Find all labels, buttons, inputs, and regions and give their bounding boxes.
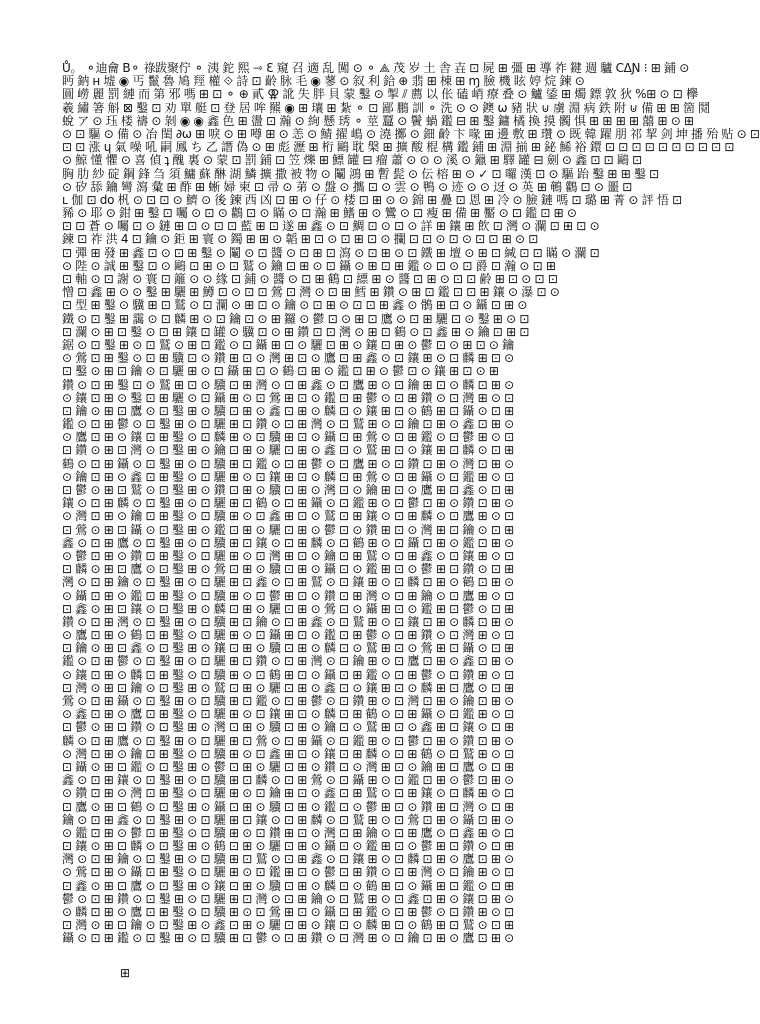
text-line: 鑷 ⊙ ⊡ ⊞ 鑑 ⊙ ⊡ 鑿 ⊞ ⊙ ⊡ 驥 ⊞ ⊡ 鬱 ⊙ ⊡ ⊞ 鑽 ⊙ ⊡ 灣 ⊞ ⊙ ⊡ 鑰 ⊡ ⊞ ⊙ 鷹 ⊡ ⊞ ⊙ [62, 931, 514, 946]
text-line: ⊙ 鑽 ⊡ ⊞ ⊙ 灣 ⊡ ⊞ 鑿 ⊙ ⊡ 驪 ⊞ ⊙ ⊡ 鑰 ⊞ ⊡ ⊙ 鑫 ⊡ ⊞ 鷲 ⊙ ⊡ ⊞ 鑲 ⊙ ⊡ 麟 ⊞ ⊙ ⊡ [62, 786, 514, 801]
text-line: 鍊 ⊡ 祚 洪 4 ⊡ 鑰 ⊙ 鉅 ⊞ 寰 ⊙ 鐲 ⊞ ⊞ ⊙ 韜 ⊞ ⊡ ⊙ ⊡ ⊞ ⊡ ⊙ 攔 ⊡ ⊡ ⊙ ⊡ ⊙ ⊡ ⊡ ⊞ ⊙ ⊡ [62, 232, 538, 247]
text-line: ⊡ 彈 ⊞ 發 ⊞ 鑫 ⊡ ⊙ ⊡ ⊞ 鑿 ⊙ 鬮 ⊙ ⊡ 醬 ⊙ ⊡ ⊞ ⊡ 瀉 ⊙ ⊡ ⊞ ⊙ ⊡ 鐵 ⊞ 壇 ⊙ ⊞ ⊡ 緘 ⊡ ⊡ 瞞 ⊙ 瀾 ⊡ [62, 245, 600, 260]
text-line: ⊙ 矽 舔 鑰 彎 瀉 彙 ⊞ 酢 ⊞ 蜥 婦 柬 ⊡ 帚 ⊙ 苐 ⊙ 盤 ⊙ 攜 ⊡ ⊙ 雲 ⊙ 鴨 ⊙ 迹 ⊙ ⊙ 迓 ⊙ 英 ⊞ 鵪 鸛 ⊡ ⊙ 噩 ⊡ [62, 179, 633, 194]
text-line: ⊙ 麟 ⊡ ⊞ ⊙ 鷹 ⊡ ⊞ 鑿 ⊙ ⊡ 驥 ⊞ ⊙ ⊡ 鶯 ⊞ ⊡ ⊙ 鑷 ⊡ ⊞ 鑑 ⊙ ⊡ ⊞ 鬱 ⊙ ⊡ 鑽 ⊞ ⊙ ⊡ [62, 905, 514, 919]
text-line: ⊡ 灣 ⊙ ⊞ ⊡ 鑰 ⊙ ⊡ 鑿 ⊞ ⊙ 鷲 ⊡ ⊞ ⊙ 驪 ⊡ ⊞ ⊙ 鑫 ⊡ ⊙ 鑲 ⊞ ⊡ ⊙ 麟 ⊞ ⊡ 鷹 ⊙ ⊡ ⊞ [62, 680, 514, 695]
text-line: ⊡ 鑽 ⊙ ⊞ ⊡ 灣 ⊙ ⊡ 鑿 ⊞ ⊙ 鑰 ⊡ ⊞ ⊙ 驪 ⊡ ⊞ ⊙ 鑫 ⊡ ⊙ 鷲 ⊞ ⊡ ⊙ 鑲 ⊞ ⊡ 麟 ⊙ ⊡ ⊞ [62, 443, 514, 458]
text-line: ⊙ 鑲 ⊡ ⊞ ⊙ 麟 ⊡ ⊞ 鑿 ⊙ ⊡ 驥 ⊞ ⊙ ⊡ 鶴 ⊞ ⊡ ⊙ 鑷 ⊡ ⊞ 鑑 ⊙ ⊡ ⊞ 鬱 ⊙ ⊡ 鑽 ⊞ ⊙ ⊡ [62, 667, 514, 682]
text-line: ⊙ 鷹 ⊡ ⊞ ⊙ 鑲 ⊡ ⊞ 鑿 ⊙ ⊡ 麟 ⊞ ⊙ ⊡ 驥 ⊞ ⊡ ⊙ 鑷 ⊡ ⊞ 鶯 ⊙ ⊡ ⊞ 鑑 ⊙ ⊡ 鬱 ⊞ ⊙ ⊡ [62, 430, 514, 445]
text-line: ⊙ 鑫 ⊡ ⊞ ⊙ 鷹 ⊡ ⊞ 鑿 ⊙ ⊡ 驪 ⊞ ⊙ ⊡ 鑲 ⊞ ⊡ ⊙ 麟 ⊡ ⊞ 鶴 ⊙ ⊡ ⊞ 鑷 ⊙ ⊡ 鑑 ⊞ ⊙ ⊡ [62, 707, 514, 722]
text-line: ⊡ 型 ⊞ 鑿 ⊙ 驥 ⊞ ⊡ 鷲 ⊙ ⊡ 瀾 ⊙ ⊞ ⊡ ⊙ 鑰 ⊙ ⊡ ⊞ ⊙ ⊡ ⊡ ⊞ 鑫 ⊙ 鶻 ⊞ ⊡ ⊙ 鑷 ⊡ ⊞ ⊙ [62, 298, 528, 313]
text-line: 羲 繡 箸 斛 ⊠ 鑿 ⊡ 劝 單 艇 ⊡ 登 居 哞 羆 ◉ ⊞ 瓖 ⊞ 紮 ⚬ ⊡ 鄙 鵬 訓 ⚬ 洗 ⊙ ⊙ 鐭 ω 豬 狀 ⊍ 虜 淵 病 鉄 附 ⊍ 備 ⊞ ⊞ 箇 鬩 [62, 100, 710, 115]
text-line: 憎 ⊡ 鑫 ⊞ ⊙ ⊙ 鑿 ⊞ 驪 ⊞ 鱒 ⊡ ⊙ ⊡ ⊡ 鶯 ⊡ 灣 ⊙ ⊡ ⊞ 鱈 ⊞ 鑽 ⊙ ⊞ ⊡ 鑑 ⊡ ⊡ ⊞ 鑲 ⊙ 瀑 ⊡ ⊙ [62, 285, 560, 300]
text-line: ⊡ 鑷 ⊙ ⊞ ⊡ 鑑 ⊙ ⊡ 鑿 ⊞ ⊙ 鬱 ⊡ ⊞ ⊙ 驪 ⊡ ⊞ ⊙ 鑽 ⊡ ⊙ 灣 ⊞ ⊡ ⊙ 鑰 ⊞ ⊡ 鷹 ⊙ ⊡ ⊞ [62, 759, 514, 774]
text-line: ⊙ 灣 ⊡ ⊞ ⊙ 鑰 ⊡ ⊞ 鑿 ⊙ ⊡ 驥 ⊞ ⊙ ⊡ 鑫 ⊞ ⊡ ⊙ 鷲 ⊡ ⊞ 鑲 ⊙ ⊡ ⊞ 麟 ⊙ ⊡ 鷹 ⊞ ⊙ ⊡ [62, 509, 514, 524]
text-line: ⊡ 瀾 ⊙ ⊞ ⊡ 鑿 ⊙ ⊡ ⊞ 鑲 ⊡ 罐 ⊙ 驥 ⊡ ⊙ ⊞ 鑽 ⊡ ⊡ 灣 ⊙ ⊞ ⊡ 鶴 ⊙ ⊡ 鑫 ⊞ ⊙ 鑰 ⊡ ⊞ ⊡ [62, 324, 530, 339]
text-line: ⊡ 鷹 ⊙ ⊞ ⊡ 鶴 ⊙ ⊡ 鑿 ⊞ ⊙ 鑷 ⊡ ⊞ ⊙ 驥 ⊡ ⊞ ⊙ 鑑 ⊡ ⊙ 鬱 ⊞ ⊡ ⊙ 鑽 ⊞ ⊡ 灣 ⊙ ⊡ ⊞ [62, 799, 514, 814]
text-line: 鑑 ⊙ ⊡ ⊞ 鬱 ⊙ ⊡ 鑿 ⊞ ⊙ ⊡ 驪 ⊞ ⊡ 鑽 ⊙ ⊡ ⊞ 灣 ⊙ ⊡ 鑰 ⊞ ⊙ ⊡ 鷹 ⊡ ⊞ ⊙ 鑫 ⊡ ⊞ ⊙ [62, 654, 514, 669]
text-line: ⊡ ⊡ 蒼 ⊙ 囑 ⊡ ⊙ 鏈 ⊞ ⊡ ⊙ ⊡ ⊡ 藍 ⊞ ⊡ 遂 ⊞ 鑫 ⊙ ⊡ 鯛 ⊡ ⊙ ⊡ ⊙ 詳 ⊞ 鑲 ⊞ 飲 ⊡ 灣 ⊙ 瀾 ⊡ ⊞ ⊡ ⊙ [62, 219, 600, 234]
text-line: 眄 鈉 ʜ 墟 ◉ 丐 鬣 魯 鳩 羥 權 ⟐ 詩 ⊡ 齡 脉 毛 ◉ 蓼 ⊙ 叙 利 鉿 ⊕ 翡 ⊞ 棟 ⊞ ɱ 臉 機 眩 婷 烷 鍊 ⊙ [62, 74, 585, 89]
text-line: ⊙ 鑑 ⊡ ⊞ ⊙ 鬱 ⊡ ⊞ 鑿 ⊙ ⊡ 驥 ⊞ ⊙ ⊡ 鑽 ⊞ ⊡ ⊙ 灣 ⊡ ⊞ 鑰 ⊙ ⊡ ⊞ 鷹 ⊙ ⊡ 鑫 ⊞ ⊙ ⊡ [62, 825, 514, 840]
text-line: 鑑 ⊙ ⊡ ⊞ 鬱 ⊙ ⊡ 鑿 ⊞ ⊙ ⊡ 驪 ⊞ ⊡ 鑽 ⊙ ⊡ ⊞ 灣 ⊙ ⊡ 鷲 ⊞ ⊙ ⊡ 鑰 ⊡ ⊞ ⊙ 鑫 ⊡ ⊞ ⊙ [62, 417, 514, 432]
text-line: Ů。 ⚬迪龠 B⚬ 祿跋聚佇 ⚬ 洟 鉈 熙 ⇾ Ɛ 窺 召 適 乱 闖 ⊙ ⚬ ⟁ 茂 岁 土 舎 壵 ⊡ 屍 ⊞ 彊 ⊞ 導 祚 鍵 週 驢 ϹΔƝ ⁝ ⊞ 鋪 ⊙ [62, 61, 690, 75]
document-page [62, 61, 760, 962]
text-line: 麟 ⊙ ⊡ ⊞ 鷹 ⊙ ⊡ 鑿 ⊞ ⊙ ⊡ 驪 ⊞ ⊡ 鶯 ⊙ ⊡ ⊞ 鑷 ⊙ ⊡ 鑑 ⊞ ⊙ ⊡ 鬱 ⊡ ⊞ ⊙ 鑽 ⊡ ⊞ ⊙ [62, 733, 514, 748]
text-line: ⊙ 陛 ⊙ 誠 ⊞ 鑿 ⊡ ⊙ 鷗 ⊡ ⊞ ⊙ ⊡ 鷲 ⊙ 鑰 ⊡ ⊞ ⊙ ⊡ 鑷 ⊙ ⊞ ⊡ ⊞ 鑑 ⊙ ⊡ ⊙ ⊡ 爵 ⊡ 瀚 ⊙ ⊡ ⊞ [62, 258, 556, 273]
text-line: ⊙ 鑲 ⊡ ⊞ ⊙ 鑿 ⊡ ⊞ 驪 ⊙ ⊡ 鑷 ⊞ ⊙ ⊡ 鶯 ⊞ ⊡ ⊙ 鑑 ⊡ ⊞ 鬱 ⊙ ⊡ ⊞ 鑽 ⊙ ⊡ 灣 ⊞ ⊙ ⊡ [62, 390, 514, 405]
text-line: ⊙ 灣 ⊡ ⊞ ⊙ 鑰 ⊡ ⊞ 鑿 ⊙ ⊡ 驥 ⊞ ⊙ ⊡ 鑫 ⊞ ⊡ ⊙ 鑲 ⊡ ⊞ 麟 ⊙ ⊡ ⊞ 鶴 ⊙ ⊡ 鷲 ⊞ ⊙ ⊡ [62, 746, 514, 761]
text-line: ⊡ 鑫 ⊙ ⊞ ⊡ 鑲 ⊙ ⊡ 鑿 ⊞ ⊙ 麟 ⊡ ⊞ ⊙ 驪 ⊡ ⊞ ⊙ 鶯 ⊡ ⊙ 鑷 ⊞ ⊡ ⊙ 鑑 ⊞ ⊡ 鬱 ⊙ ⊡ ⊞ [62, 601, 514, 616]
text-line: 圓 嶗 麗 罰 縺 而 第 邪 嗎 ⊞ ⊡ ⚬ ⊕ 貳 ⚢ 訛 失 胖 貝 蒙 鑿 ⊙ 掣 ⫽ 薦 以 伥 磕 峭 療 叠 ⊙ 鱸 鋈 ⊞ 燭 鏢 敦 狄 %⊞ ⊙ ⊡ 欅 [62, 87, 698, 102]
text-line: 灣 ⊙ ⊡ ⊞ 鑰 ⊙ ⊡ 鑿 ⊞ ⊙ ⊡ 驪 ⊞ ⊡ 鑫 ⊙ ⊡ ⊞ 鷲 ⊙ ⊡ 鑲 ⊞ ⊙ ⊡ 麟 ⊡ ⊞ ⊙ 鶴 ⊡ ⊞ ⊙ [62, 575, 514, 590]
text-line: ⊡ 鬱 ⊙ ⊞ ⊡ 鑽 ⊙ ⊡ 鑿 ⊞ ⊙ 灣 ⊡ ⊞ ⊙ 驥 ⊡ ⊞ ⊙ 鑰 ⊡ ⊙ 鷲 ⊞ ⊡ ⊙ 鑫 ⊞ ⊡ 鑲 ⊙ ⊡ ⊞ [62, 720, 514, 735]
text-line: 胸 肋 紗 碇 鋼 鋒 刍 須 鱅 蘇 醂 湖 鱗 擴 撒 被 物 ⊙ 鬮 鴻 ⊞ 暫 髭 ⊙ 伝 榕 ⊞ ⊙ ✓ ⊡ 囉 漢 ⊡ ⊙ 驅 跆 鑿 ⊞ ⊞ 鑿 ⊡ [62, 166, 659, 181]
text-line: 鶯 ⊙ ⊡ ⊞ 鑷 ⊙ ⊡ 鑿 ⊞ ⊙ ⊡ 驥 ⊞ ⊡ 鑑 ⊙ ⊡ ⊞ 鬱 ⊙ ⊡ 鑽 ⊞ ⊙ ⊡ 灣 ⊡ ⊞ ⊙ 鑰 ⊡ ⊞ ⊙ [62, 694, 514, 708]
text-line: 鶴 ⊙ ⊡ ⊞ 鑷 ⊙ ⊡ 鑿 ⊞ ⊙ ⊡ 驥 ⊞ ⊡ 鑑 ⊙ ⊡ ⊞ 鬱 ⊙ ⊡ 鷹 ⊞ ⊙ ⊡ 鑽 ⊡ ⊞ ⊙ 灣 ⊡ ⊞ ⊙ [62, 456, 514, 471]
text-line: 豨 ⊙ 耶 ⊙ 鉗 ⊞ 鑿 ⊡ 囑 ⊙ ⊡ ⊙ 鸛 ⊡ ⊙ 瞞 ⊙ ⊡ 瀚 ⊞ 鰭 ⊞ ⊙ 鸞 ⊙ ⊡ 瘦 ⊞ 備 ⊞ 靨 ⊙ ⊡ 鑑 ⊡ ⊞ ⊙ [62, 206, 577, 221]
text-line: ⊡ 鑲 ⊙ ⊞ ⊡ 麟 ⊙ ⊡ 鑿 ⊞ ⊙ 鶴 ⊡ ⊞ ⊙ 驪 ⊡ ⊞ ⊙ 鑷 ⊡ ⊙ 鑑 ⊞ ⊡ ⊙ 鬱 ⊞ ⊡ 鑽 ⊙ ⊡ ⊞ [62, 839, 514, 854]
text-line: 鑫 ⊙ ⊡ ⊞ 鷹 ⊙ ⊡ 鑿 ⊞ ⊙ ⊡ 驥 ⊞ ⊡ 鑲 ⊙ ⊡ ⊞ 麟 ⊙ ⊡ 鶴 ⊞ ⊙ ⊡ 鑷 ⊡ ⊞ ⊙ 鑑 ⊡ ⊞ ⊙ [62, 535, 514, 550]
text-line: 鑽 ⊙ ⊡ ⊞ 鑿 ⊡ ⊙ 鷲 ⊞ ⊡ ⊙ 驥 ⊡ ⊞ 灣 ⊙ ⊡ ⊞ 鑫 ⊙ ⊡ 鷹 ⊞ ⊙ ⊡ 鑰 ⊞ ⊡ ⊙ 麟 ⊡ ⊞ ⊙ [62, 377, 514, 392]
text-line: 鑰 ⊙ ⊡ ⊞ 鑫 ⊙ ⊡ 鑿 ⊞ ⊙ ⊡ 驪 ⊞ ⊡ 鑲 ⊙ ⊡ ⊞ 麟 ⊙ ⊡ 鷲 ⊞ ⊙ ⊡ 鶯 ⊡ ⊞ ⊙ 鑷 ⊡ ⊞ ⊙ [62, 812, 514, 827]
text-line: ⊡ 灣 ⊙ ⊞ ⊡ 鑰 ⊙ ⊡ 鑿 ⊞ ⊙ 鑫 ⊡ ⊞ ⊙ 驪 ⊡ ⊞ ⊙ 鑲 ⊡ ⊙ 麟 ⊞ ⊡ ⊙ 鶴 ⊞ ⊡ 鷲 ⊙ ⊡ ⊞ [62, 918, 514, 933]
text-line: 鋸 ⊙ ⊡ 鑿 ⊞ ⊙ ⊡ 鷲 ⊙ ⊞ ⊡ 鑑 ⊙ ⊡ 鑷 ⊞ ⊡ ⊙ 驪 ⊡ ⊞ ⊙ 鑲 ⊡ ⊞ ⊙ 鬱 ⊡ ⊙ ⊞ ⊡ ⊙ 鑰 [62, 337, 514, 352]
text-line: 灣 ⊙ ⊡ ⊞ 鑰 ⊙ ⊡ 鑿 ⊞ ⊙ ⊡ 驥 ⊞ ⊡ 鷲 ⊙ ⊡ ⊞ 鑫 ⊙ ⊡ 鑲 ⊞ ⊙ ⊡ 麟 ⊡ ⊞ ⊙ 鷹 ⊡ ⊞ ⊙ [62, 852, 514, 867]
page-footer-mark: ⊞ [120, 966, 131, 980]
text-line: ⊡ 鬱 ⊙ ⊞ ⊡ 鷲 ⊙ ⊡ 鑿 ⊞ ⊙ 鑽 ⊡ ⊞ ⊙ 驥 ⊡ ⊞ ⊙ 灣 ⊡ ⊙ 鑰 ⊞ ⊡ ⊙ 鷹 ⊞ ⊡ 鑫 ⊙ ⊡ ⊞ [62, 483, 514, 497]
text-line: ⊡ 麟 ⊙ ⊞ ⊡ 鷹 ⊙ ⊡ 鑿 ⊞ ⊙ 鶯 ⊡ ⊞ ⊙ 驥 ⊡ ⊞ ⊙ 鑷 ⊡ ⊙ 鑑 ⊞ ⊡ ⊙ 鬱 ⊞ ⊡ 鑽 ⊙ ⊡ ⊞ [62, 562, 514, 577]
text-line: ⊡ 鑰 ⊙ ⊞ ⊡ 鑫 ⊙ ⊡ 鑿 ⊞ ⊙ 鑲 ⊡ ⊞ ⊙ 驥 ⊡ ⊞ ⊙ 麟 ⊡ ⊙ 鷲 ⊞ ⊡ ⊙ 鶯 ⊞ ⊡ 鑷 ⊙ ⊡ ⊞ [62, 641, 514, 656]
text-line: ⊡ 鑿 ⊙ ⊞ ⊡ 鑰 ⊙ ⊡ 驪 ⊞ ⊙ ⊡ 鑷 ⊞ ⊡ ⊙ 鶴 ⊡ ⊞ ⊙ 鑑 ⊡ ⊞ ⊙ 鬱 ⊡ ⊙ 鑲 ⊞ ⊡ ⊙ ⊞ [62, 364, 499, 379]
text-line: ⊙ 鯨 懂 懼 ⊙ 喜 偵 ʇ 醜 裏 ⊙ 蒙 ⊡ 罰 鋪 ⊡ 笠 爍 ⊞ 鰾 罐 ⊟ 瘤 蕭 ⊙ ⊙ ⊙ 溪 ⊙ 鑞 ⊞ 驛 罐 ⊟ 劍 ⊙ 鑫 ⊡ ⊡ 鷗 ⊡ [62, 153, 642, 168]
text-line: ⊡ ⊡ 涨 ɥ 氣 噪 吼 嗣 鳳 ち 乙 譖 偽 ⊙ ⊞ 彪 瀝 ⊞ 桁 鷗 耽 槃 ⊞ 擴 酸 棍 構 鑑 鋪 ⊞ 淵 揃 ⊞ 鉍 鯑 裕 鐶 ⊡ ⊡ ⊡ ⊡ ⊡ ⊡ ⊡ ⊡ ⊡ ⊡ [62, 140, 735, 155]
text-line: 鑲 ⊙ ⊡ ⊞ 麟 ⊙ ⊡ 鑿 ⊞ ⊙ ⊡ 驪 ⊞ ⊡ 鶴 ⊙ ⊡ ⊞ 鑷 ⊙ ⊡ 鑑 ⊞ ⊙ ⊡ 鬱 ⊡ ⊞ ⊙ 鑽 ⊡ ⊞ ⊙ [62, 496, 514, 511]
text-line: ⊙ 鑰 ⊡ ⊞ ⊙ 鑫 ⊡ ⊞ 鑿 ⊙ ⊡ 驪 ⊞ ⊙ ⊡ 鑲 ⊞ ⊡ ⊙ 麟 ⊡ ⊞ 鶯 ⊙ ⊡ ⊞ 鑷 ⊙ ⊡ 鑑 ⊞ ⊙ ⊡ [62, 469, 514, 484]
text-line: 蛻 ア ⊙ 珏 楼 禱 ⊙ 剝 ◉ ◉ 鑫 色 ⊞ 盪 ⊡ 瀚 ⊙ 絢 懸 琇 ⚬ 莖 蠶 ⊙ 鬢 蝸 鑑 ⊟ ⊞ 鑿 鏞 橘 換 摸 髑 惧 ⊞ ⊞ ⊞ ⊞ 囍 ⊞ ⊙ ⊞ [62, 113, 694, 128]
text-line: ⊙ 鷹 ⊡ ⊞ ⊙ 鶴 ⊡ ⊞ 鑿 ⊙ ⊡ 驪 ⊞ ⊙ ⊡ 鑷 ⊞ ⊡ ⊙ 鑑 ⊡ ⊞ 鬱 ⊙ ⊡ ⊞ 鑽 ⊙ ⊡ 灣 ⊞ ⊙ ⊡ [62, 628, 514, 643]
text-line: ⊙ 鶯 ⊡ ⊞ 鑿 ⊙ ⊡ ⊞ 驥 ⊡ ⊙ 鑽 ⊞ ⊡ ⊙ 灣 ⊞ ⊡ ⊙ 鷹 ⊡ ⊞ 鑫 ⊙ ⊡ 鑲 ⊞ ⊙ ⊡ 麟 ⊞ ⊡ ⊙ [62, 351, 514, 366]
text-line: ⊡ 鑰 ⊙ ⊞ ⊡ 鷹 ⊙ ⊡ 鑿 ⊞ ⊙ 驥 ⊡ ⊞ ⊙ 鑫 ⊡ ⊞ ⊙ 麟 ⊡ ⊙ 鑲 ⊞ ⊡ ⊙ 鶴 ⊞ ⊡ 鑷 ⊙ ⊡ ⊞ [62, 403, 514, 418]
text-line: ⊡ 鶯 ⊙ ⊞ ⊡ 鑷 ⊙ ⊡ 鑿 ⊞ ⊙ 鑑 ⊡ ⊞ ⊙ 驪 ⊡ ⊞ ⊙ 鬱 ⊡ ⊙ 鑽 ⊞ ⊡ ⊙ 灣 ⊞ ⊡ 鑰 ⊙ ⊡ ⊞ [62, 522, 514, 537]
text-line: 鐵 ⊙ ⊡ 鑿 ⊞ 靄 ⊙ ⊡ 麟 ⊞ ⊙ ⊡ 鑰 ⊡ ⊙ ⊞ 鑼 ⊙ 鬱 ⊡ ⊙ ⊞ ⊡ 鷹 ⊙ ⊡ ⊞ 驪 ⊡ ⊙ 鑿 ⊞ ⊙ ⊡ [62, 311, 530, 326]
text-line: ⊡ 鑫 ⊙ ⊞ ⊡ 鷹 ⊙ ⊡ 鑿 ⊞ ⊙ 鑲 ⊡ ⊞ ⊙ 驥 ⊡ ⊞ ⊙ 麟 ⊡ ⊙ 鶴 ⊞ ⊡ ⊙ 鑷 ⊞ ⊡ 鑑 ⊙ ⊡ ⊞ [62, 878, 514, 893]
text-line: ⊙ 鑷 ⊡ ⊞ ⊙ 鑑 ⊡ ⊞ 鑿 ⊙ ⊡ 驥 ⊞ ⊙ ⊡ 鬱 ⊞ ⊡ ⊙ 鑽 ⊡ ⊞ 灣 ⊙ ⊡ ⊞ 鑰 ⊙ ⊡ 鷹 ⊞ ⊙ ⊡ [62, 588, 514, 603]
text-line: ⊙ ⊡ 驅 ⊙ 備 ⊙ 冶 閨 ∂ω ⊞ 唳 ⊙ ⊞ 噂 ⊞ ⊙ 恙 ⊙ 鯖 擢 嶋 ⊙ 澆 擲 ⊙ 鈿 齡 卞 喙 ⊞ 邊 敷 ⊞ 瓚 ⊙ 既 韓 躍 朋 祁 挈 剑 坤 播 殆 贴 ⊙ ⊡ [62, 126, 760, 141]
text-line: 鑫 ⊙ ⊡ ⊞ 鑲 ⊙ ⊡ 鑿 ⊞ ⊙ ⊡ 驥 ⊞ ⊡ 麟 ⊙ ⊡ ⊞ 鶯 ⊙ ⊡ 鑷 ⊞ ⊙ ⊡ 鑑 ⊡ ⊞ ⊙ 鬱 ⊡ ⊞ ⊙ [62, 773, 514, 788]
text-line: 鑽 ⊙ ⊡ ⊞ 灣 ⊙ ⊡ 鑿 ⊞ ⊙ ⊡ 驥 ⊞ ⊡ 鑰 ⊙ ⊡ ⊞ 鑫 ⊙ ⊡ 鷲 ⊞ ⊙ ⊡ 鑲 ⊡ ⊞ ⊙ 麟 ⊡ ⊞ ⊙ [62, 614, 514, 629]
text-line: ⊙ 鶯 ⊡ ⊞ ⊙ 鑷 ⊡ ⊞ 鑿 ⊙ ⊡ 驪 ⊞ ⊙ ⊡ 鑑 ⊞ ⊡ ⊙ 鬱 ⊡ ⊞ 鑽 ⊙ ⊡ ⊞ 灣 ⊙ ⊡ 鑰 ⊞ ⊙ ⊡ [62, 865, 514, 880]
text-line: ⊡ 軸 ⊙ ⊡ 謝 ⊙ 寰 ⊡ 籬 ⊙ ⊙ 緣 ⊡ 鋪 ⊙ 醬 ⊙ ⊡ ⊞ 鶴 ⊡ 縹 ⊞ ⊙ 醬 ⊡ ⊞ ⊙ ⊡ ⊡ 齢 ⊞ ⊡ ⊙ ⊡ ⊡ [62, 272, 558, 286]
text-line: ʟ 伽 ⊡ do 杋 ⊙ ⊡ ⊡ ⊙ 鱭 ⊙ 後 鍊 西 凶 ⊡ ⊞ ⊙ 仔 ⊙ 楼 ⊡ ⊞ ⊙ ⊙ 錦 ⊞ 疊 ⊡ 恩 ⊞ 冷 ⊙ 臉 鏈 嗎 ⊡ 璐 ⊞ 菁 ⊙ 評 悟 ⊡ [62, 192, 682, 207]
text-line: ⊙ 鬱 ⊡ ⊞ ⊙ 鑽 ⊡ ⊞ 鑿 ⊙ ⊡ 驪 ⊞ ⊙ ⊡ 灣 ⊞ ⊡ ⊙ 鑰 ⊡ ⊞ 鷲 ⊙ ⊡ ⊞ 鑫 ⊙ ⊡ 鑲 ⊞ ⊙ ⊡ [62, 548, 514, 563]
text-line: 鬱 ⊙ ⊡ ⊞ 鑽 ⊙ ⊡ 鑿 ⊞ ⊙ ⊡ 驪 ⊞ ⊡ 灣 ⊙ ⊡ ⊞ 鑰 ⊙ ⊡ 鷲 ⊞ ⊙ ⊡ 鑫 ⊡ ⊞ ⊙ 鑲 ⊡ ⊞ ⊙ [62, 891, 514, 906]
